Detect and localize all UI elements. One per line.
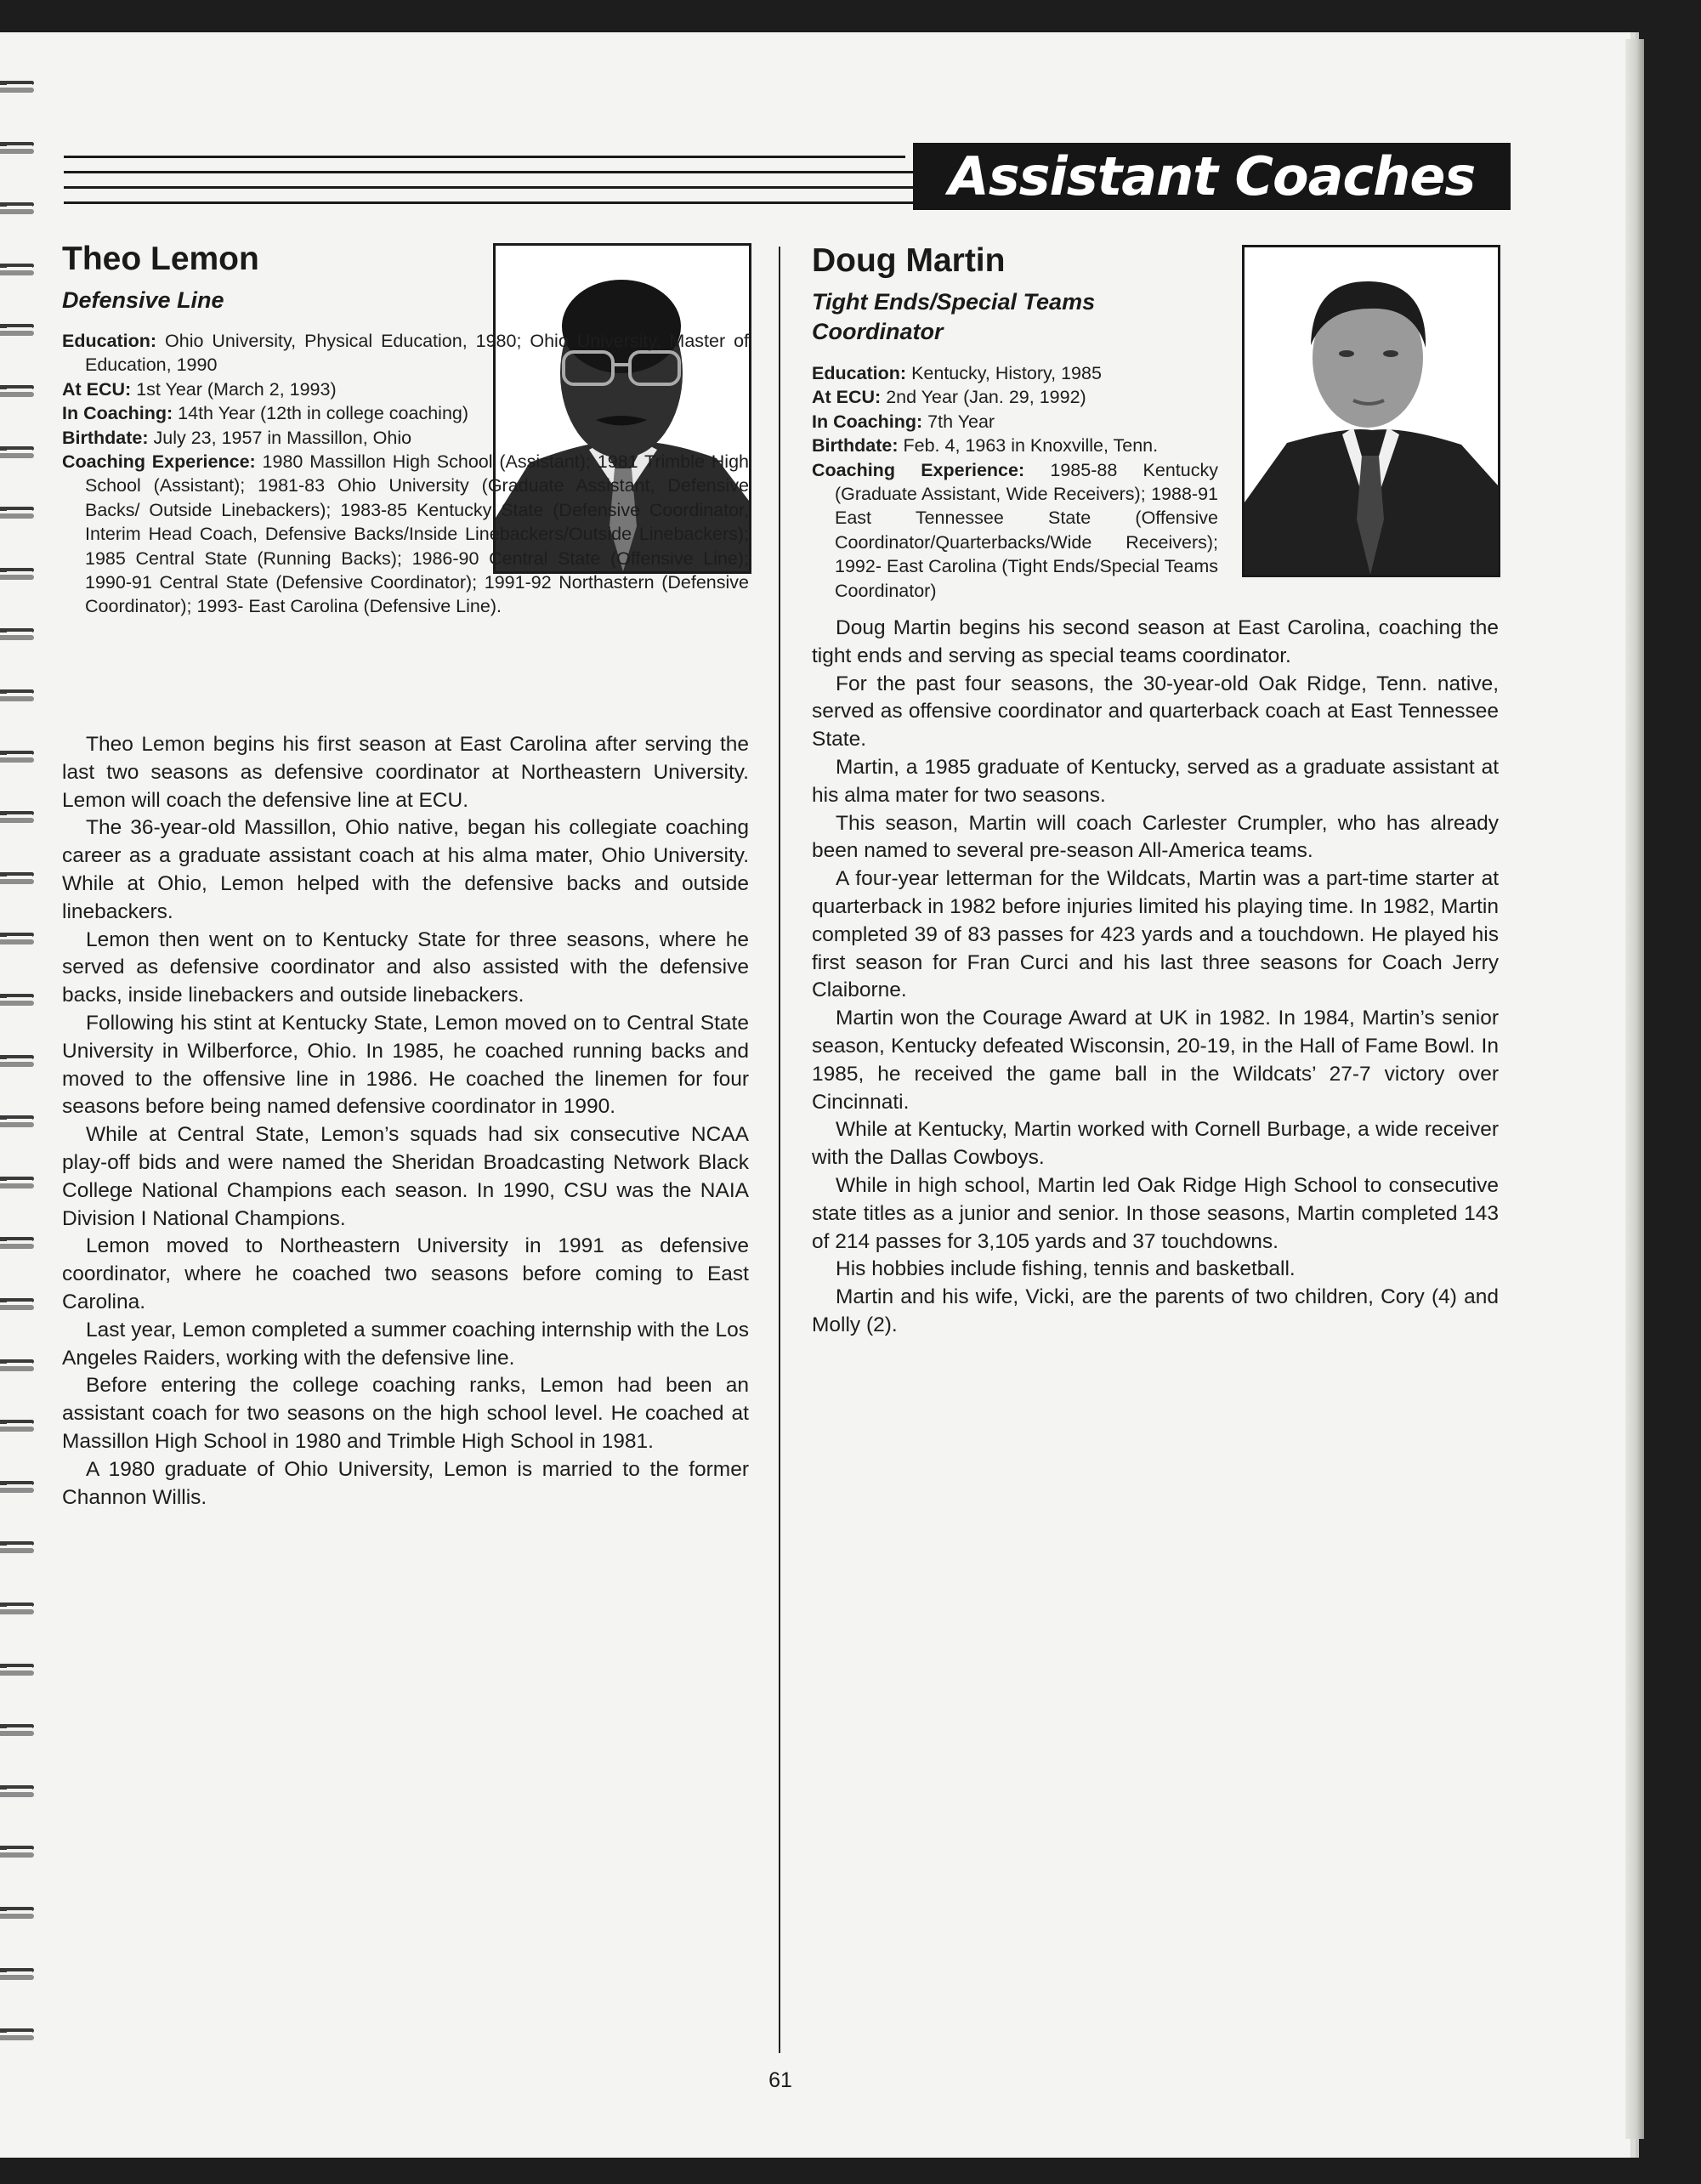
fact-label: Education: <box>62 331 157 351</box>
coach-facts <box>812 361 1218 603</box>
fact-label: Coaching Experience: <box>812 459 1025 480</box>
bio-paragraph: Lemon moved to Northeastern University in 1991 as defensive coordinator, where he coached two seasons before coming to East Carolina. <box>62 1234 749 1313</box>
fact-label: Birthdate: <box>62 427 149 448</box>
bio-paragraph: While in high school, Martin led Oak Ridge High School to consecutive state titles as a junior and senior. In those seasons, Martin completed 143 of 214 passes for 3,105 yards and 37 touchdowns. <box>812 1173 1499 1253</box>
fact-value: 1985-88 Kentucky (Graduate Assistant, Wide Receivers); 1988-91 East Tennessee State (Offensive Coordinator/Quarterbacks/Wide Receivers); 1992- East Carolina (Tight Ends/Special Teams Coordinator) <box>835 459 1218 601</box>
spiral-coil <box>0 202 34 214</box>
header-rule <box>64 156 905 158</box>
page-number: 61 <box>768 2068 792 2092</box>
spiral-coil <box>0 446 34 458</box>
bio-paragraph: A four-year letterman for the Wildcats, Martin was a part-time starter at quarterback in 1982 before injuries limited his playing time. In 1982, Martin completed 39 of 83 passes for 423 yards and a touchdown. He played his first season for Fran Curci and his last three seasons for Coach Jerry Claiborne. <box>812 867 1499 1002</box>
bio-paragraph: The 36-year-old Massillon, Ohio native, began his collegiate coaching career as a graduate assistant coach at his alma mater, Ohio University. While at Ohio, Lemon helped with the defensive backs and outside linebackers. <box>62 816 749 923</box>
fact-value: 14th Year (12th in college coaching) <box>173 403 469 424</box>
spiral-coil <box>0 994 34 1006</box>
bio-paragraph: For the past four seasons, the 30-year-old Oak Ridge, Tenn. native, served as offensive coordinator and quarterback coach at East Tennessee State. <box>812 672 1499 752</box>
header-rule <box>64 201 913 204</box>
spiral-coil <box>0 2028 34 2040</box>
bio-paragraph: His hobbies include fishing, tennis and basketball. <box>836 1257 1296 1281</box>
spiral-coil <box>0 1177 34 1188</box>
spiral-coil <box>0 811 34 823</box>
header-rule <box>64 186 913 189</box>
spiral-coil <box>0 1055 34 1067</box>
fact-label: At ECU: <box>62 378 132 400</box>
fact-value: July 23, 1957 in Massillon, Ohio <box>148 427 412 448</box>
fact-line <box>812 385 1218 409</box>
fact-value: 7th Year <box>922 411 995 432</box>
fact-line <box>62 450 749 619</box>
fact-line <box>812 410 1218 434</box>
page-edge <box>1625 39 1644 2139</box>
fact-line <box>62 426 749 450</box>
spiral-binding <box>0 81 37 2121</box>
portrait-photo-icon <box>1245 247 1498 575</box>
bio-paragraph: This season, Martin will coach Carlester Crumpler, who has already been named to several pre-season All-America teams. <box>812 811 1499 863</box>
spiral-coil <box>0 628 34 640</box>
bio-paragraph: Martin and his wife, Vicki, are the parents of two children, Cory (4) and Molly (2). <box>812 1285 1499 1336</box>
coach-facts <box>62 329 749 619</box>
bio-paragraph: Last year, Lemon completed a summer coaching internship with the Los Angeles Raiders, working with the defensive line. <box>62 1318 749 1370</box>
fact-line <box>62 329 749 377</box>
spiral-coil <box>0 751 34 763</box>
fact-label: In Coaching: <box>812 411 923 432</box>
fact-value: Kentucky, History, 1985 <box>906 363 1102 383</box>
spiral-coil <box>0 1664 34 1676</box>
spiral-coil <box>0 1603 34 1614</box>
bio-paragraph: While at Central State, Lemon’s squads had six consecutive NCAA play-off bids and were named the Sheridan Broadcasting Network Black College National Champions each season. In 1990, CSU was the NAIA Division I National Champions. <box>62 1123 749 1230</box>
spiral-coil <box>0 1237 34 1249</box>
spiral-coil <box>0 933 34 945</box>
fact-line <box>812 361 1218 385</box>
section-banner: Assistant Coaches <box>913 143 1511 210</box>
spiral-coil <box>0 1785 34 1797</box>
column-divider <box>779 247 780 2053</box>
bio-paragraph: Doug Martin begins his second season at East Carolina, coaching the tight ends and serving as special teams coordinator. <box>812 616 1499 667</box>
bio-paragraph: A 1980 graduate of Ohio University, Lemon is married to the former Channon Willis. <box>62 1457 749 1509</box>
fact-line <box>62 377 749 401</box>
spiral-coil <box>0 1420 34 1432</box>
spiral-coil <box>0 689 34 701</box>
bio-paragraph: Lemon then went on to Kentucky State for three seasons, where he served as defensive coordinator and also assisted with the defensive backs, inside linebackers and outside linebackers. <box>62 927 749 1007</box>
fact-value: Feb. 4, 1963 in Knoxville, Tenn. <box>898 435 1159 457</box>
bio-paragraph: Following his stint at Kentucky State, Lemon moved on to Central State University in Wilberforce, Ohio. In 1985, he coached running backs and moved to the offensive line in 1986. He coached the linemen for four seasons before being named defensive coordinator in 1990. <box>62 1011 749 1119</box>
fact-label: In Coaching: <box>62 403 173 424</box>
spiral-coil <box>0 385 34 397</box>
fact-label: Education: <box>812 363 907 383</box>
spiral-coil <box>0 142 34 154</box>
spiral-coil <box>0 324 34 336</box>
spiral-coil <box>0 568 34 580</box>
header-rule <box>64 171 913 173</box>
coach-biography <box>812 615 1499 1340</box>
spiral-coil <box>0 1115 34 1127</box>
spiral-coil <box>0 1481 34 1493</box>
spiral-coil <box>0 1359 34 1371</box>
spiral-coil <box>0 872 34 884</box>
spiral-coil <box>0 1846 34 1858</box>
bio-paragraph: Theo Lemon begins his first season at East Carolina after serving the last two seasons as defensive coordinator at Northeastern University. Lemon will coach the defensive line at ECU. <box>62 733 749 812</box>
fact-label: At ECU: <box>812 387 882 408</box>
coach-role: Defensive Line <box>62 287 224 313</box>
coach-biography <box>62 731 749 1512</box>
spiral-coil <box>0 1724 34 1736</box>
bio-paragraph: While at Kentucky, Martin worked with Cornell Burbage, a wide receiver with the Dallas Cowboys. <box>812 1118 1499 1170</box>
fact-line <box>62 401 749 425</box>
spiral-coil <box>0 507 34 519</box>
fact-line <box>812 434 1218 457</box>
spiral-coil <box>0 264 34 275</box>
coach-role: Tight Ends/Special Teams Coordinator <box>812 289 1096 345</box>
spiral-coil <box>0 1968 34 1980</box>
bio-paragraph: Martin, a 1985 graduate of Kentucky, served as a graduate assistant at his alma mater for two seasons. <box>812 755 1499 807</box>
fact-label: Coaching Experience: <box>62 451 256 473</box>
bio-paragraph: Martin won the Courage Award at UK in 1982. In 1984, Martin’s senior season, Kentucky defeated Wisconsin, 20-19, in the Hall of Fame Bowl. In 1985, he received the game ball in the Wildcats’ 27-7 victory over Cincinnati. <box>812 1007 1499 1114</box>
coach-photo-martin <box>1242 245 1500 577</box>
fact-value: 2nd Year (Jan. 29, 1992) <box>881 387 1086 408</box>
fact-value: 1st Year (March 2, 1993) <box>131 378 337 400</box>
spiral-coil <box>0 81 34 93</box>
bio-paragraph: Before entering the college coaching ranks, Lemon had been an assistant coach for two seasons on the high school level. He coached at Massillon High School in 1980 and Trimble High School in 1981. <box>62 1374 749 1453</box>
coach-name: Theo Lemon <box>62 241 259 277</box>
coach-name: Doug Martin <box>812 242 1006 279</box>
fact-value: Ohio University, Physical Education, 1980; Ohio University, Master of Education, 1990 <box>85 331 749 376</box>
fact-value: 1980 Massillon High School (Assistant); 1981 Trimble High School (Assistant); 1981-83 Ohio University (Graduate Assistant, Defensive Backs/ Outside Linebackers); 1983-85 Kentucky State (Defensive Coordinator, Interim Head Coach, Defensive Backs/Inside Linebackers/Outside Linebackers); 1985 Central State (Running Backs); 1986-90 Central State (Offensive Line); 1990-91 Central State (Defensive Coordinator); 1991-92 Northastern (Defensive Coordinator); 1993- East Carolina (Defensive Line). <box>85 451 749 617</box>
spiral-coil <box>0 1907 34 1919</box>
spiral-coil <box>0 1541 34 1553</box>
spiral-coil <box>0 1298 34 1310</box>
fact-label: Birthdate: <box>812 435 899 457</box>
fact-line <box>812 458 1218 603</box>
